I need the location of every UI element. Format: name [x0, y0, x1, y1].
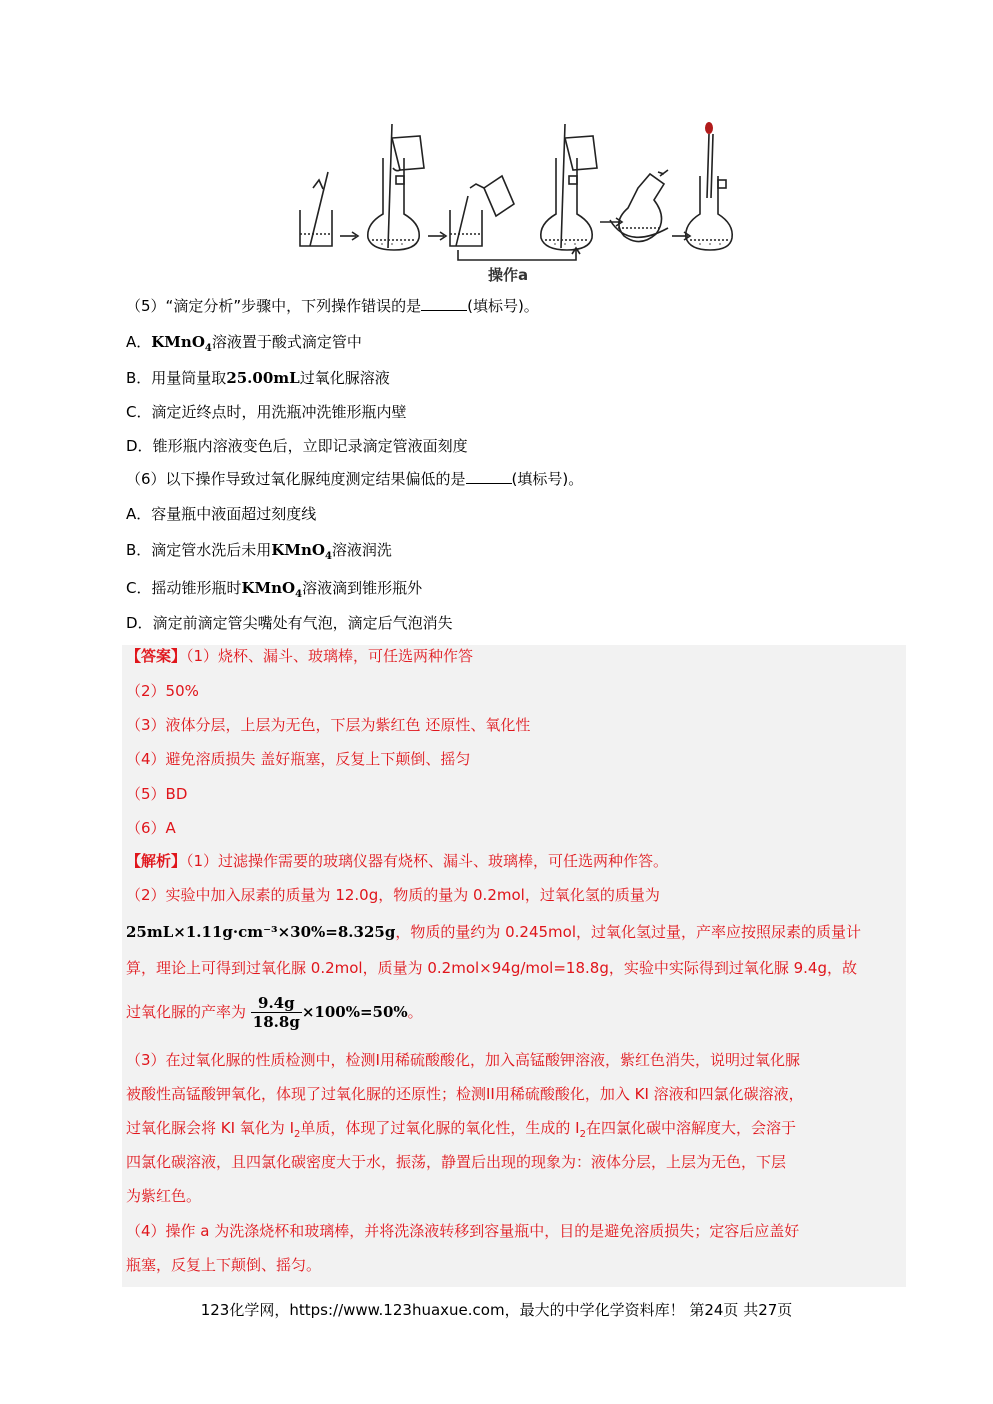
chem-formula: KMnO$_4$ [151, 333, 212, 354]
q6-stem-tail: (填标号)。 [511, 470, 584, 488]
q5-stem-tail: (填标号)。 [467, 297, 539, 315]
answer-line-3: （3）液体分层，上层为无色，下层为紫红色 还原性、氧化性 [126, 716, 531, 734]
option-letter: C． [126, 403, 152, 421]
option-letter: C． [126, 579, 152, 597]
punctuation: 。 [407, 1003, 423, 1021]
answer-line-2: （2）50% [126, 682, 199, 700]
q5-stem-text: （5）“滴定分析”步骤中，下列操作错误的是 [126, 297, 422, 315]
q5-option-d [126, 435, 468, 457]
fraction-denominator: 18.8g [252, 1013, 300, 1031]
analysis-text: 过氧化脲的产率为 [126, 1003, 247, 1021]
option-text: 滴定前滴定管尖嘴处有气泡，滴定后气泡消失 [152, 614, 453, 632]
analysis-text: 过氧化脲会将 KI 氧化为 I [126, 1119, 294, 1137]
subscript: 2 [579, 1129, 586, 1140]
analysis-line-2: （2）实验中加入尿素的质量为 12.0g，物质的量为 0.2mol，过氧化氢的质量为 [126, 886, 660, 904]
answer-text: （1）烧杯、漏斗、玻璃棒，可任选两种作答 [186, 647, 474, 665]
yield-fraction [251, 994, 302, 1031]
chem-formula: KMnO$_4$ [271, 541, 332, 562]
answer-line-6: （6）A [126, 819, 176, 837]
option-text: 过氧化脲溶液 [299, 369, 390, 387]
page-footer: 123化学网，https://www.123huaxue.com，最大的中学化学资料库！ 第24页 共27页 [200, 1301, 793, 1319]
answer-line-4: （4）避免溶质损失 盖好瓶塞，反复上下颠倒、摇匀 [126, 750, 471, 768]
q5-option-c [126, 401, 407, 423]
q6-option-c [126, 577, 422, 606]
analysis-line-5 [126, 994, 423, 1031]
analysis-label: 【解析】 [126, 852, 187, 870]
subscript: 2 [294, 1129, 301, 1140]
answer-line-1 [126, 645, 473, 667]
option-text: 锥形瓶内溶液变色后，立即记录滴定管液面刻度 [152, 437, 468, 455]
analysis-text: 在四氯化碳中溶解度大，会溶于 [585, 1119, 796, 1137]
analysis-line-1 [126, 850, 668, 872]
answer-line-5: （5）BD [126, 785, 188, 803]
yield-result: ×100%=50% [301, 1003, 408, 1021]
option-letter: A． [126, 505, 152, 523]
option-text: 容量瓶中液面超过刻度线 [151, 505, 317, 523]
analysis-line-7: 被酸性高锰酸钾氧化，体现了过氧化脲的还原性；检测II用稀硫酸酸化，加入 KI 溶液和四氯化碳溶液， [126, 1085, 804, 1103]
option-text: 摇动锥形瓶时 [151, 579, 242, 597]
analysis-line-10: 为紫红色。 [126, 1187, 202, 1205]
chem-formula: 25.00mL [226, 369, 300, 387]
figure-caption: 操作a [488, 266, 529, 284]
q5-stem [126, 295, 539, 317]
analysis-text: 单质，体现了过氧化脲的氧化性，生成的 I [300, 1119, 580, 1137]
analysis-text: ，物质的量约为 0.245mol，过氧化氢过量，产率应按照尿素的质量计 [395, 923, 861, 941]
q6-stem [126, 468, 583, 490]
q6-option-d [126, 612, 453, 634]
analysis-line-3 [126, 921, 861, 943]
q6-option-b [126, 539, 392, 568]
q6-option-a [126, 503, 316, 525]
option-text: 溶液滴到锥形瓶外 [302, 579, 423, 597]
option-letter: B． [126, 369, 152, 387]
q5-option-b [126, 367, 390, 389]
analysis-line-9: 四氯化碳溶液，且四氯化碳密度大于水，振荡，静置后出现的现象为：液体分层，上层为无色，下层 [126, 1153, 787, 1171]
option-letter: A． [126, 333, 152, 351]
answer-label: 【答案】 [126, 647, 187, 665]
option-text: 滴定管水洗后未用 [151, 541, 272, 559]
analysis-line-12: 瓶塞，反复上下颠倒、摇匀。 [126, 1256, 322, 1274]
analysis-line-11: （4）操作 a 为洗涤烧杯和玻璃棒，并将洗涤液转移到容量瓶中，目的是避免溶质损失；定容后应盖好 [126, 1222, 800, 1240]
q5-option-a [126, 331, 362, 360]
option-letter: D． [126, 614, 153, 632]
option-text: 溶液润洗 [331, 541, 392, 559]
option-text: 用量筒量取 [151, 369, 227, 387]
q6-answer-blank [466, 469, 512, 484]
option-letter: D． [126, 437, 153, 455]
q5-answer-blank [421, 296, 467, 311]
analysis-line-8 [126, 1117, 796, 1146]
q6-stem-text: （6）以下操作导致过氧化脲纯度测定结果偏低的是 [126, 470, 466, 488]
fraction-numerator: 9.4g [251, 994, 302, 1013]
formula-mass-h2o2: 25mL×1.11g·cm⁻³×30%=8.325g [126, 923, 396, 941]
chem-formula: KMnO$_4$ [241, 579, 303, 600]
analysis-line-6: （3）在过氧化脲的性质检测中，检测I用稀硫酸酸化，加入高锰酸钾溶液，紫红色消失，说明过氧化脲 [126, 1051, 800, 1069]
option-text: 滴定近终点时，用洗瓶冲洗锥形瓶内壁 [151, 403, 407, 421]
analysis-text: （1）过滤操作需要的玻璃仪器有烧杯、漏斗、玻璃棒，可任选两种作答。 [186, 852, 669, 870]
analysis-line-4: 算，理论上可得到过氧化脲 0.2mol，质量为 0.2mol×94g/mol=18.8g，实验中实际得到过氧化脲 9.4g，故 [126, 959, 857, 977]
option-letter: B． [126, 541, 152, 559]
option-text: 溶液置于酸式滴定管中 [211, 333, 362, 351]
